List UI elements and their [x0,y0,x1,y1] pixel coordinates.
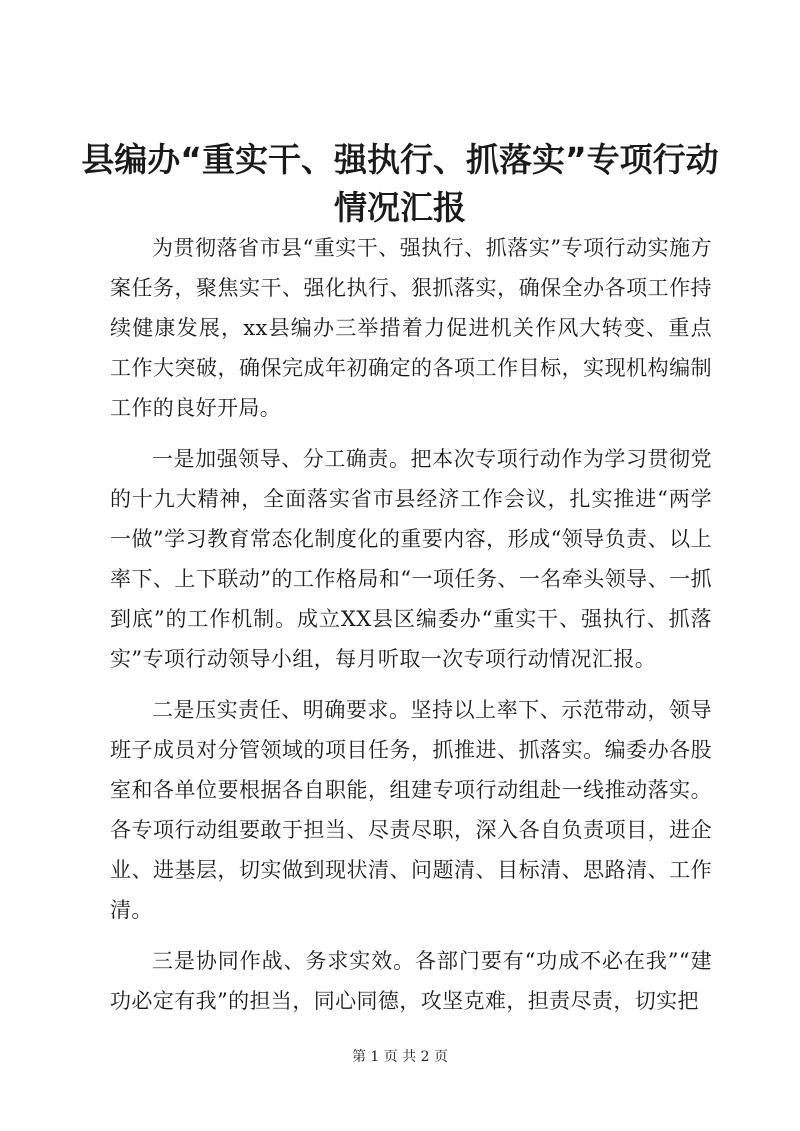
title-line-1: 县编办“重实干、强执行、抓落实”专项行动 [81,140,719,179]
document-body [110,228,712,1032]
paragraph-intro: 为贯彻落省市县“重实干、强执行、抓落实”专项行动实施方案任务，聚焦实干、强化执行、狠抓落实，确保全办各项工作持续健康发展，xx县编办三举措着力促进机关作风大转变、重点工作大突破，确保完成年初确定的各项工作目标，实现机构编制工作的良好开局。 [110,236,712,420]
page-number: 第 1 页 共 2 页 [351,1049,449,1065]
title-line-2: 情况汇报 [334,188,466,227]
document-title [0,136,800,232]
paragraph-leadership: 一是加强领导、分工确责。把本次专项行动作为学习贯彻党的十九大精神，全面落实省市县经济工作会议，扎实推进“两学一做”学习教育常态化制度化的重要内容，形成“领导负责、以上率下、上下联动”的工作格局和“一项任务、一名牵头领导、一抓到底”的工作机制。成立XX县区编委办“重实干、强执行、抓落实”专项行动领导小组，每月听取一次专项行动情况汇报。 [110,447,712,671]
paragraph-cooperation: 三是协同作战、务求实效。各部门要有“功成不必在我”“建功必定有我”的担当，同心同德，攻坚克难，担责尽责，切实把 [110,949,712,1013]
paragraph-responsibility: 二是压实责任、明确要求。坚持以上率下、示范带动，领导班子成员对分管领域的项目任务，抓推进、抓落实。编委办各股室和各单位要根据各自职能，组建专项行动组赴一线推动落实。各专项行动组要敢于担当、尽责尽职，深入各自负责项目，进企业、进基层，切实做到现状清、问题清、目标清、思路清、工作清。 [110,698,712,922]
